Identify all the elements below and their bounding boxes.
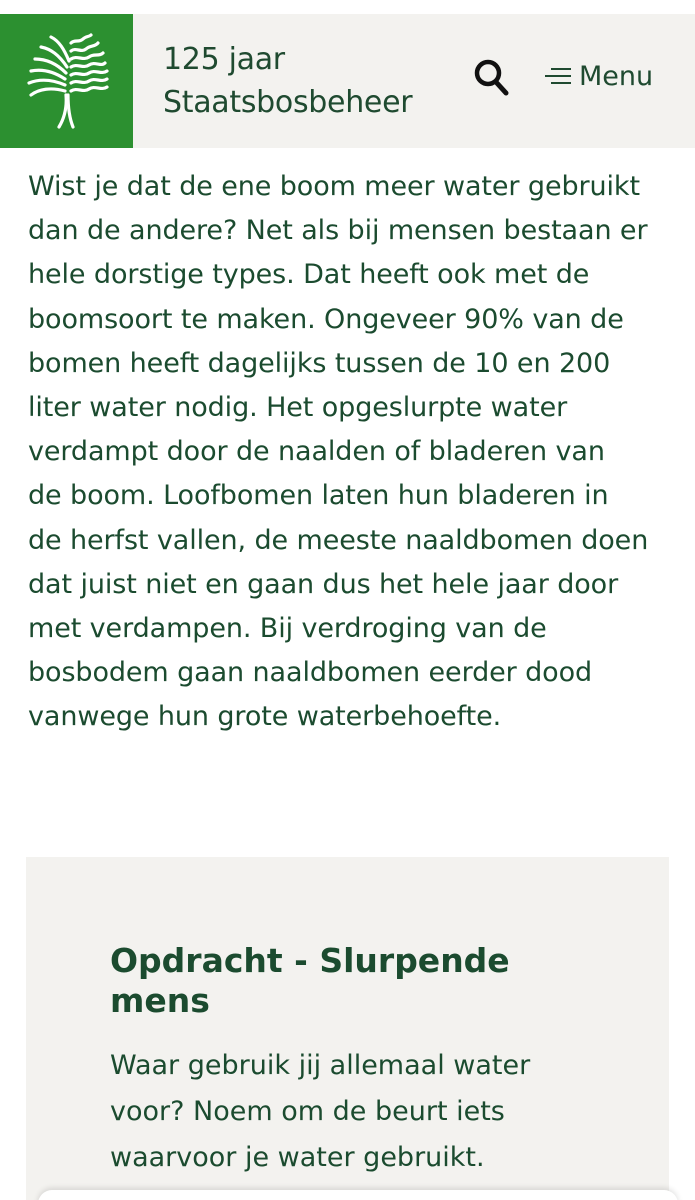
menu-label: Menu [579, 60, 654, 92]
article-line: de boom. Loofbomen laten hun bladeren in [28, 480, 609, 512]
article-line: verdampt door de naalden of bladeren van [28, 436, 605, 468]
menu-button[interactable] [545, 59, 653, 93]
article-line: hele dorstige types. Dat heeft ook met de [28, 259, 590, 291]
bottom-toolbar [38, 1190, 678, 1200]
article-line: met verdampen. Bij verdroging van de [28, 613, 547, 645]
assignment-card [26, 857, 669, 1200]
site-brand-name[interactable] [163, 38, 453, 124]
brand-line-1: 125 jaar [163, 42, 285, 77]
assignment-line: waarvoor je water gebruikt. [110, 1142, 485, 1173]
assignment-line: Waar gebruik jij allemaal water [110, 1050, 531, 1081]
article-line: dan de andere? Net als bij mensen bestaan er [28, 215, 648, 247]
article-line: vanwege hun grote waterbehoefte. [28, 701, 502, 733]
article-line: de herfst vallen, de meeste naaldbomen doen [28, 524, 649, 556]
brand-line-2: Staatsbosbeheer [163, 85, 413, 120]
site-header [0, 14, 695, 148]
article-body [28, 165, 688, 740]
article-line: dat juist niet en gaan dus het hele jaar door [28, 568, 619, 600]
search-button[interactable] [473, 58, 511, 98]
search-icon [473, 58, 511, 98]
hamburger-icon [545, 66, 571, 86]
home-logo-link[interactable] [0, 14, 133, 148]
article-line: boomsoort te maken. Ongeveer 90% van de [28, 303, 624, 335]
article-line: bomen heeft dagelijks tussen de 10 en 200 [28, 347, 611, 379]
assignment-title: Opdracht - Slurpende mens [110, 941, 510, 1020]
article-line: bosbodem gaan naaldbomen eerder dood [28, 657, 593, 689]
assignment-line: voor? Noem om de beurt iets [110, 1096, 505, 1127]
article-line: Wist je dat de ene boom meer water gebruikt [28, 171, 640, 202]
article-line: liter water nodig. Het opgeslurpte water [28, 392, 568, 424]
tree-logo-icon [21, 31, 113, 131]
assignment-text [110, 1043, 580, 1181]
